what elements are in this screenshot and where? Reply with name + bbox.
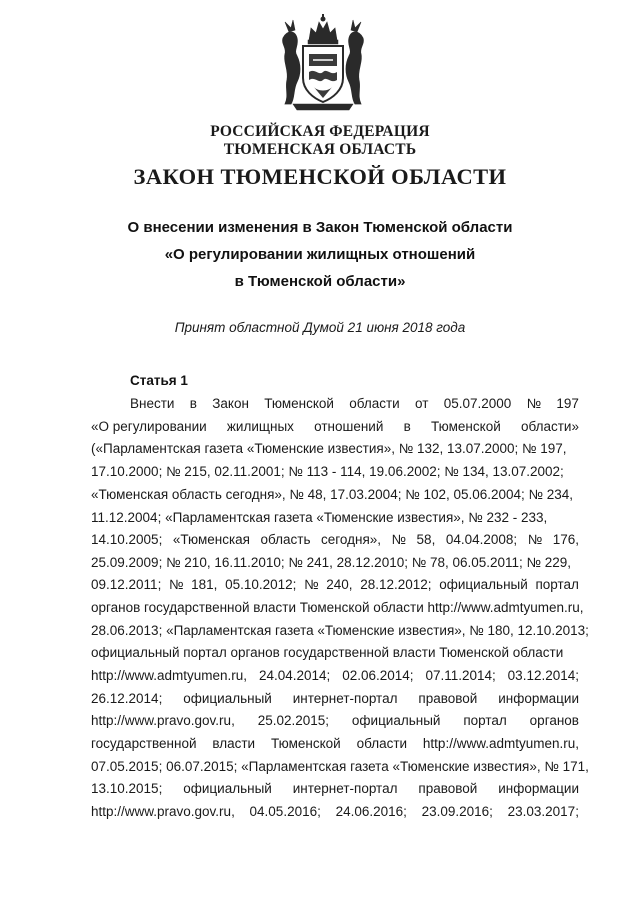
article-text-line: 14.10.2005; «Тюменская область сегодня», № 58, 04.04.2008; № 176,: [91, 532, 579, 547]
law-title-line-1: О внесении изменения в Закон Тюменской области: [127, 219, 513, 236]
article-text-line: («Парламентская газета «Тюменские известия», № 132, 13.07.2000; № 197,: [91, 441, 567, 456]
article-text-line: 28.06.2013; «Парламентская газета «Тюменские известия», № 180, 12.10.2013;: [91, 623, 589, 638]
article-text-line: 09.12.2011; № 181, 05.10.2012; № 240, 28.12.2012; официальный портал: [91, 577, 579, 592]
law-title-line-3: в Тюменской области»: [234, 273, 406, 290]
coat-of-arms-icon: [279, 14, 367, 112]
article-text-line: 17.10.2000; № 215, 02.11.2001; № 113 - 114, 19.06.2002; № 134, 13.07.2002;: [91, 464, 564, 479]
region-heading: ТЮМЕНСКАЯ ОБЛАСТЬ: [223, 141, 417, 158]
article-text-line: государственной власти Тюменской области http://www.admtyumen.ru,: [91, 736, 579, 751]
article-text-line: http://www.pravo.gov.ru, 04.05.2016; 24.06.2016; 23.09.2016; 23.03.2017;: [91, 804, 579, 819]
article-text-line: 11.12.2004; «Парламентская газета «Тюменские известия», № 232 - 233,: [91, 510, 548, 525]
article-text-line: Внести в Закон Тюменской области от 05.07.2000 № 197: [130, 396, 579, 411]
article-text-line: органов государственной власти Тюменской области http://www.admtyumen.ru,: [91, 600, 584, 615]
article-text-line: 25.09.2009; № 210, 16.11.2010; № 241, 28.12.2010; № 78, 06.05.2011; № 229,: [91, 555, 572, 570]
article-text-line: http://www.pravo.gov.ru, 25.02.2015; официальный портал органов: [91, 713, 579, 728]
law-title-line-2: «О регулировании жилищных отношений: [164, 246, 476, 263]
article-text-line: «Тюменская область сегодня», № 48, 17.03.2004; № 102, 05.06.2004; № 234,: [91, 487, 574, 502]
adoption-note: Принят областной Думой 21 июня 2018 года: [174, 320, 466, 335]
article-text-line: 07.05.2015; 06.07.2015; «Парламентская газета «Тюменские известия», № 171,: [91, 759, 589, 774]
article-text-line: официальный портал органов государственной власти Тюменской области: [91, 645, 564, 660]
country-heading: РОССИЙСКАЯ ФЕДЕРАЦИЯ: [210, 123, 430, 140]
article-heading: Статья 1: [130, 373, 188, 388]
document-type-heading: ЗАКОН ТЮМЕНСКОЙ ОБЛАСТИ: [133, 164, 507, 189]
article-text-line: http://www.admtyumen.ru, 24.04.2014; 02.06.2014; 07.11.2014; 03.12.2014;: [91, 668, 579, 683]
article-text-line: 26.12.2014; официальный интернет-портал правовой информации: [91, 691, 579, 706]
article-text-line: 13.10.2015; официальный интернет-портал правовой информации: [91, 781, 579, 796]
article-text-line: «О регулировании жилищных отношений в Тюменской области»: [91, 419, 579, 434]
